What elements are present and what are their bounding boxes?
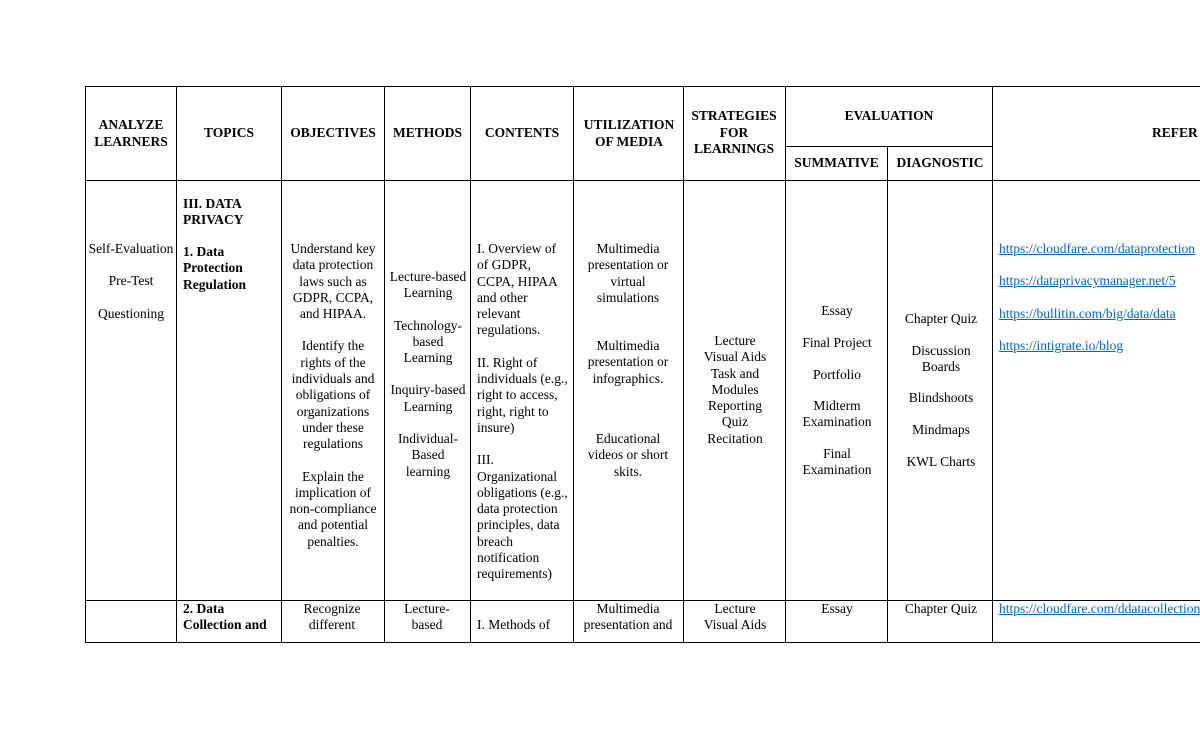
topic-title-row2: 2. Data Collection and	[183, 601, 267, 633]
header-methods: METHODS	[392, 125, 462, 140]
reference-link[interactable]: https://cloudfare.com/dataprotection	[999, 241, 1196, 256]
strategy-item: Task and Modules	[710, 365, 760, 397]
header-contents: CONTENTS	[484, 125, 560, 140]
methods-cell-row2: Lecture-based	[404, 601, 450, 633]
reference-link[interactable]: https://dataprivacymanager.net/5	[999, 273, 1176, 289]
header-topics: TOPICS	[203, 125, 255, 140]
diagnostic-cell-row2: Chapter Quiz	[904, 601, 978, 616]
method-item: Technology-based Learning	[393, 317, 463, 366]
strategy-item: Quiz	[721, 414, 749, 430]
strategy-item: Visual Aids	[703, 349, 767, 365]
method-item: Individual-Based learning	[398, 431, 458, 479]
header-utilization-of-media: UTILIZATION OF MEDIA	[583, 117, 675, 149]
analyze-item: Self-Evaluation	[88, 241, 174, 256]
media-cell	[578, 241, 678, 480]
content-item: II. Right of individuals (e.g., right to access, right, right to insure)	[477, 354, 568, 435]
strategy-item: Lecture	[714, 601, 756, 616]
diagnostic-item: Discussion Boards	[911, 342, 971, 374]
media-item: Educational videos or short skits.	[587, 431, 669, 479]
summative-item: Portfolio	[812, 366, 861, 382]
strategies-cell-row2	[690, 601, 780, 634]
header-analyze-learners: ANALYZE LEARNERS	[94, 117, 168, 149]
analyze-learners-cell	[88, 241, 174, 322]
strategy-item: Reporting	[708, 398, 762, 414]
media-item: Multimedia presentation or virtual simulations	[587, 241, 669, 305]
summative-item: Midterm Examination	[802, 398, 872, 430]
references-cell-row2	[999, 601, 1200, 617]
method-item: Lecture-based Learning	[389, 269, 467, 301]
strategy-item: Lecture	[714, 333, 756, 348]
strategy-item: Recitation	[707, 430, 763, 446]
diagnostic-item: Blindshoots	[908, 390, 974, 406]
header-strategies-for-learnings: STRATEGIES FOR LEARNINGS	[691, 108, 777, 156]
media-cell-row2: Multimedia presentation and	[583, 601, 673, 633]
reference-link[interactable]: https://bullitin.com/big/data/data	[999, 305, 1176, 321]
strategies-cell	[690, 333, 780, 447]
strategy-item: Visual Aids	[703, 617, 767, 633]
diagnostic-item: Chapter Quiz	[904, 311, 978, 326]
objectives-cell-row2: Recognize different	[303, 601, 361, 633]
contents-cell-row2: I. Methods of	[477, 617, 551, 632]
references-cell	[999, 241, 1200, 354]
diagnostic-item: KWL Charts	[906, 453, 976, 469]
media-item: Multimedia presentation or infographics.	[587, 338, 669, 386]
topic-section-title: III. DATA PRIVACY	[183, 196, 244, 228]
content-item: I. Overview of of GDPR, CCPA, HIPAA and other relevant regulations.	[477, 241, 558, 338]
objective-item: Explain the implication of non-compliance and potential penalties.	[289, 468, 377, 549]
summative-item: Final Examination	[802, 445, 872, 477]
method-item: Inquiry-based Learning	[390, 382, 466, 414]
objectives-cell	[285, 241, 381, 550]
summative-item: Final Project	[802, 334, 872, 350]
reference-link[interactable]: https://cloudfare.com/ddatacollection	[999, 601, 1200, 616]
header-summative: SUMMATIVE	[794, 155, 879, 170]
objective-item: Understand key data protection laws such as GDPR, CCPA, and HIPAA.	[290, 241, 376, 322]
summative-cell	[790, 303, 884, 478]
diagnostic-cell	[892, 311, 990, 470]
header-objectives: OBJECTIVES	[290, 125, 376, 140]
methods-cell	[388, 269, 468, 480]
analyze-item: Questioning	[98, 305, 164, 321]
diagnostic-item: Mindmaps	[912, 422, 970, 438]
header-evaluation: EVALUATION	[844, 108, 934, 123]
analyze-item: Pre-Test	[108, 273, 154, 289]
contents-cell	[477, 241, 569, 583]
summative-cell-row2: Essay	[821, 601, 853, 616]
reference-link[interactable]: https://intigrate.io/blog	[999, 337, 1124, 353]
objective-item: Identify the rights of the individuals and obligations of organizations under these regulations	[291, 338, 375, 452]
header-diagnostic: DIAGNOSTIC	[896, 155, 984, 170]
topic-title: 1. Data Protection Regulation	[183, 244, 247, 292]
summative-item: Essay	[821, 303, 853, 318]
header-references: REFER	[1152, 125, 1198, 140]
content-item: III. Organizational obligations (e.g., data protection principles, data breach notification requirements)	[477, 452, 568, 582]
